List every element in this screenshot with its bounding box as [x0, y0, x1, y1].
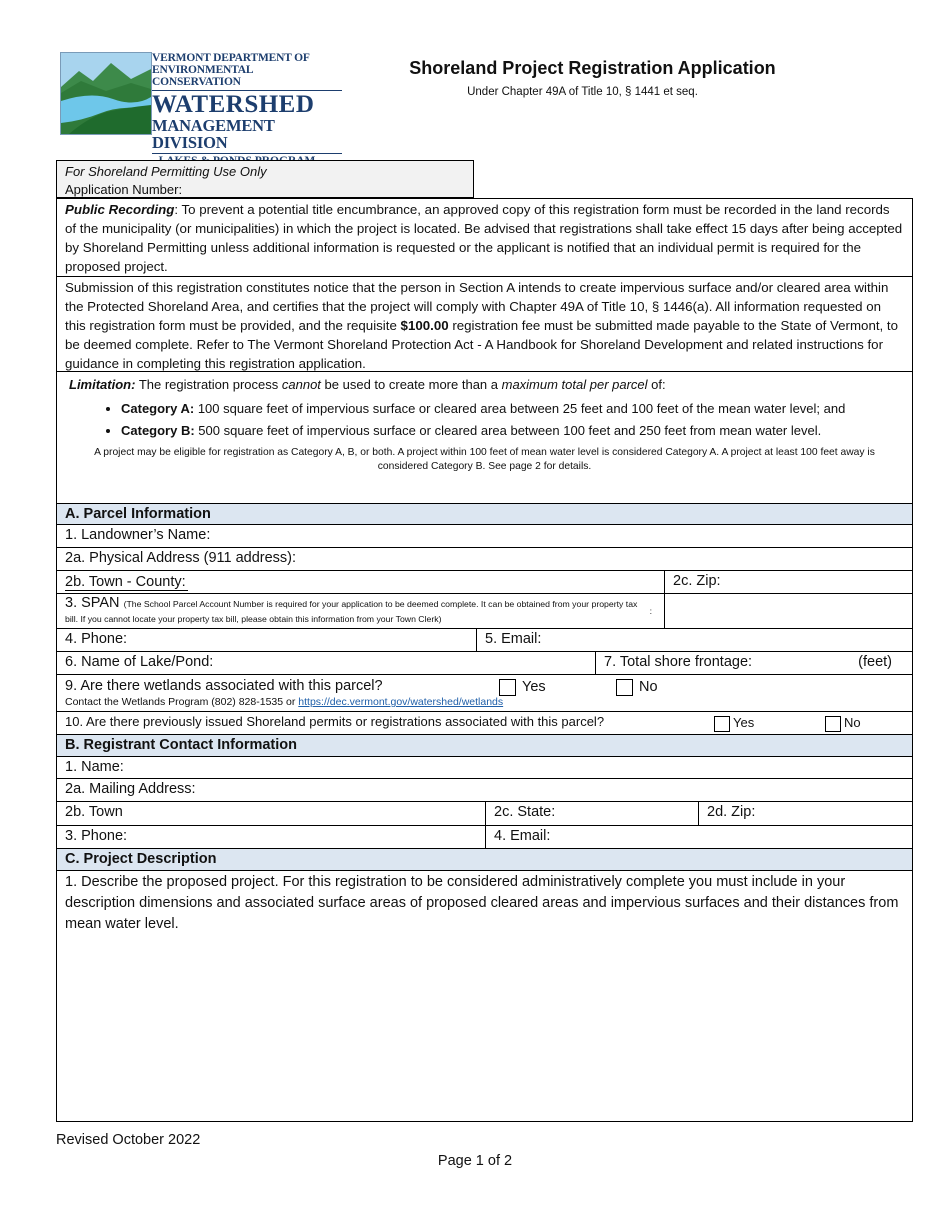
page-number: Page 1 of 2 — [437, 1153, 513, 1169]
registrant-name-label: 1. Name: — [65, 759, 124, 775]
public-recording-text: : To prevent a potential title encumbrance, an approved copy of this registration form must be recorded in the land records of the municipality (or municipalities) in which the project is located. Be advised that registrations shall take effect 15 days after being accepted by Shoreland Permitting unless additional information is requested or the applicant is notified that an individual permit is required for the proposed project. — [65, 202, 903, 274]
wetlands-yes-label: Yes — [522, 679, 546, 695]
limitation-box — [56, 371, 913, 504]
wetlands-row — [56, 674, 913, 712]
lake-name-label: 6. Name of Lake/Pond: — [65, 654, 214, 670]
public-recording-label: Public Recording — [65, 202, 175, 217]
registrant-phone-label: 3. Phone: — [65, 828, 128, 844]
revised-date: Revised October 2022 — [56, 1132, 201, 1148]
wetlands-no-option[interactable] — [616, 677, 658, 697]
registrant-state-field[interactable] — [485, 802, 698, 825]
wetlands-link[interactable]: https://dec.vermont.gov/watershed/wetlands — [298, 696, 504, 708]
wetlands-cell — [57, 675, 912, 711]
category-b-label: Category B: — [121, 423, 195, 438]
town-county-field[interactable] — [57, 571, 664, 593]
submission-notice-box — [56, 276, 913, 372]
previous-permits-cell — [57, 712, 912, 734]
phone-email-row — [56, 628, 913, 652]
watershed-logo-image — [60, 52, 152, 135]
physical-address-row[interactable] — [56, 547, 913, 571]
limitation-text-2: be used to create more than a — [320, 377, 502, 392]
span-row — [56, 593, 913, 629]
logo-line-4: MANAGEMENT DIVISION — [152, 117, 342, 154]
category-a-text: 100 square feet of impervious surface or cleared area between 25 feet and 100 feet of the mean water level; and — [194, 401, 846, 416]
wetlands-yes-checkbox[interactable] — [499, 679, 516, 696]
limitation-cannot: cannot — [281, 377, 321, 392]
permits-yes-label: Yes — [733, 715, 755, 730]
span-value-field[interactable] — [664, 594, 912, 628]
registration-fee: $100.00 — [400, 318, 449, 333]
section-a-header: A. Parcel Information — [56, 503, 913, 525]
wetlands-no-label: No — [639, 679, 658, 695]
permits-no-option[interactable] — [825, 713, 861, 733]
shore-frontage-label: 7. Total shore frontage: — [604, 654, 753, 670]
submission-text-2: registration fee must be submitted made payable to the State of Vermont, to be deemed complete. Refer to The Vermont Shoreland Protection Act - A Handbook for Shoreland Development and related instructions for guidance in completing this registration application. — [65, 318, 899, 371]
previous-permits-row — [56, 711, 913, 735]
wetlands-contact-text: Contact the Wetlands Program (802) 828-1535 or — [65, 696, 299, 708]
office-use-label: For Shoreland Permitting Use Only — [65, 164, 267, 179]
registrant-email-field[interactable] — [485, 826, 912, 848]
zip-label: 2c. Zip: — [673, 573, 721, 589]
registrant-state-label: 2c. State: — [494, 804, 556, 820]
permits-yes-checkbox[interactable] — [714, 716, 730, 732]
wetlands-no-checkbox[interactable] — [616, 679, 633, 696]
span-colon: : — [649, 606, 652, 616]
registrant-phone-field[interactable] — [57, 826, 485, 848]
registrant-zip-field[interactable] — [698, 802, 912, 825]
mailing-address-row[interactable] — [56, 778, 913, 802]
section-b-header: B. Registrant Contact Information — [56, 734, 913, 757]
registrant-name-row[interactable] — [56, 756, 913, 779]
town-county-label: 2b. Town - County: — [65, 574, 186, 590]
office-use-box — [56, 160, 474, 198]
mailing-address-label: 2a. Mailing Address: — [65, 781, 196, 797]
lake-frontage-row — [56, 651, 913, 675]
town-county-row — [56, 570, 913, 594]
town-state-zip-row — [56, 801, 913, 826]
span-label: 3. SPAN — [65, 595, 120, 611]
limitation-label: Limitation: — [69, 377, 136, 392]
category-a-item — [121, 400, 900, 418]
category-a-label: Category A: — [121, 401, 195, 416]
section-c-header: C. Project Description — [56, 848, 913, 871]
wetlands-question: 9. Are there wetlands associated with this parcel? — [65, 678, 383, 694]
email-field[interactable] — [476, 629, 912, 651]
form-title: Shoreland Project Registration Application — [409, 58, 776, 78]
wetlands-yes-option[interactable] — [499, 677, 546, 697]
zip-field[interactable] — [664, 571, 912, 593]
previous-permits-question: 10. Are there previously issued Shoreland permits or registrations associated with this parcel? — [65, 714, 605, 729]
project-description-field[interactable] — [56, 870, 913, 1122]
phone-field[interactable] — [57, 629, 476, 651]
shore-frontage-field[interactable] — [595, 652, 912, 674]
span-field[interactable] — [57, 594, 664, 628]
email-label: 5. Email: — [485, 631, 542, 647]
logo-line-3: WATERSHED — [152, 90, 342, 117]
physical-address-label: 2a. Physical Address (911 address): — [65, 550, 297, 566]
category-b-text: 500 square feet of impervious surface or cleared area between 100 feet and 250 feet from mean water level. — [194, 423, 822, 438]
span-note: (The School Parcel Account Number is required for your application to be deemed complete. It can be obtained from your property tax bill. If you cannot locate your property tax bill, please obtain this information from your Town Clerk) — [65, 599, 638, 624]
public-recording-box — [56, 198, 913, 277]
feet-unit: (feet) — [858, 654, 892, 670]
permits-no-label: No — [844, 715, 861, 730]
logo-line-2: ENVIRONMENTAL CONSERVATION — [152, 64, 253, 88]
registrant-zip-label: 2d. Zip: — [707, 804, 756, 820]
form-subtitle: Under Chapter 49A of Title 10, § 1441 et seq. — [467, 86, 698, 98]
phone-label: 4. Phone: — [65, 631, 128, 647]
registrant-email-label: 4. Email: — [494, 828, 551, 844]
landowner-label: 1. Landowner’s Name: — [65, 527, 211, 543]
limitation-text-3: of: — [647, 377, 666, 392]
project-description-prompt: 1. Describe the proposed project. For this registration to be considered administratively complete you must include in your description dimensions and associated surface areas of proposed cleared areas and impervious surfaces and their distances from mean water level. — [65, 874, 899, 932]
watershed-logo-text — [152, 52, 342, 168]
submission-text-1: Submission of this registration constitutes notice that the person in Section A intends to create impervious surface and/or cleared area within the Protected Shoreland Area, and certifies that the project will comply with Chapter 49A of Title 10, § 1446(a). All information requested on this registration form must be provided, and the requisite — [65, 280, 889, 333]
logo-line-1: VERMONT DEPARTMENT OF — [152, 52, 310, 64]
permits-no-checkbox[interactable] — [825, 716, 841, 732]
landowner-row[interactable] — [56, 524, 913, 548]
registrant-phone-email-row — [56, 825, 913, 849]
limitation-max: maximum total per parcel — [501, 377, 648, 392]
lake-name-field[interactable] — [57, 652, 595, 674]
category-list — [69, 400, 900, 440]
application-number-label: Application Number: — [65, 182, 183, 197]
registrant-town-field[interactable] — [57, 802, 485, 825]
category-b-item — [121, 422, 900, 440]
permits-yes-option[interactable] — [714, 713, 754, 733]
limitation-text-1: The registration process — [135, 377, 282, 392]
registrant-town-label: 2b. Town — [65, 804, 123, 820]
category-note: A project may be eligible for registration as Category A, B, or both. A project within 100 feet of mean water level is considered Category A. A project at least 100 feet away is considered Category B. See page 2 for details. — [94, 447, 875, 472]
